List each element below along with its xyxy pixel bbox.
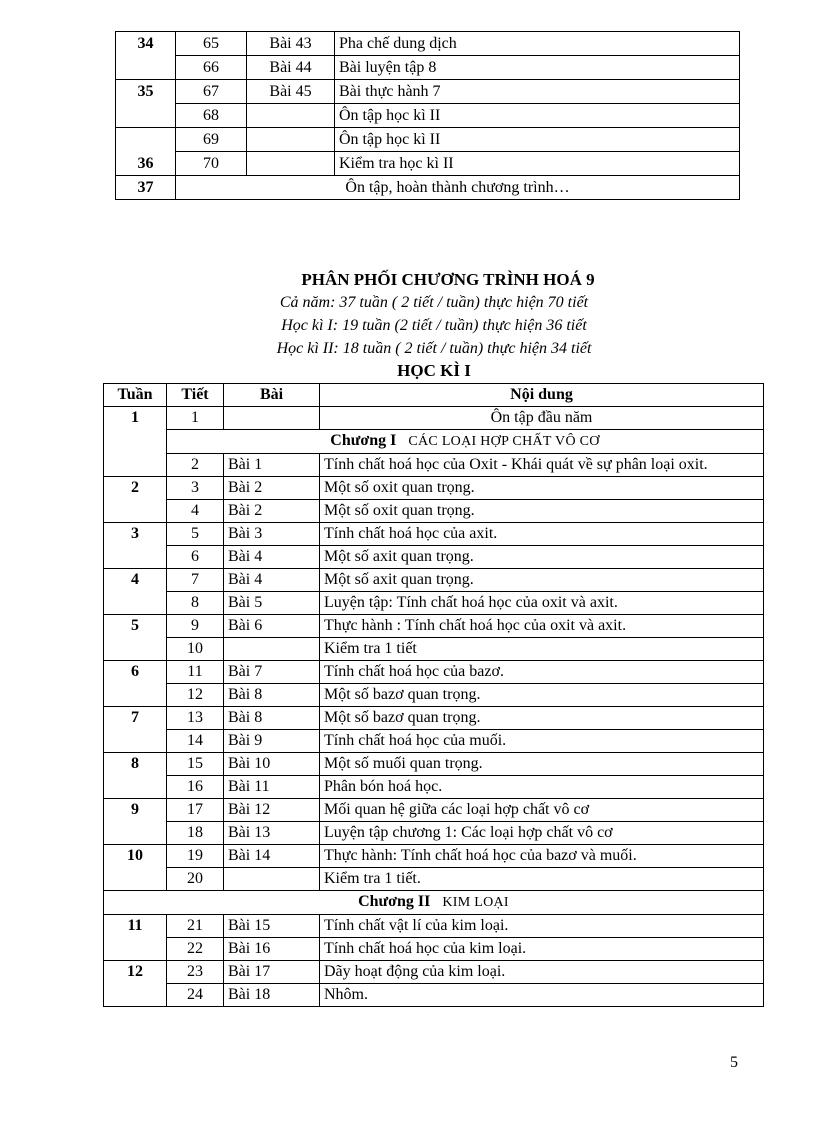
- content-cell: Ôn tập học kì II: [335, 128, 740, 152]
- lesson-cell: Bài 18: [224, 984, 320, 1007]
- header-content: Nội dung: [320, 384, 764, 407]
- content-cell: Tính chất hoá học của muối.: [320, 730, 764, 753]
- header-period: Tiết: [167, 384, 224, 407]
- lesson-cell: Bài 6: [224, 615, 320, 638]
- table-row: [104, 868, 764, 891]
- table-row: [104, 638, 764, 661]
- period-cell: 16: [167, 776, 224, 799]
- period-cell: 70: [176, 152, 247, 176]
- content-cell: Tính chất vật lí của kim loại.: [320, 915, 764, 938]
- content-cell: Kiểm tra học kì II: [335, 152, 740, 176]
- week-cell: 10: [104, 845, 167, 891]
- week-cell: 35: [116, 80, 176, 128]
- table-row: [116, 56, 740, 80]
- content-cell: Tính chất hoá học của axit.: [320, 523, 764, 546]
- week-cell: 2: [104, 477, 167, 523]
- content-cell: Nhôm.: [320, 984, 764, 1007]
- period-cell: 67: [176, 80, 247, 104]
- page-number: 5: [730, 1054, 738, 1071]
- period-cell: 23: [167, 961, 224, 984]
- content-cell: Một số oxit quan trọng.: [320, 500, 764, 523]
- lesson-cell: Bài 15: [224, 915, 320, 938]
- content-cell: Pha chế dung dịch: [335, 32, 740, 56]
- period-cell: 18: [167, 822, 224, 845]
- lesson-cell: [247, 128, 335, 152]
- lesson-cell: [247, 104, 335, 128]
- table-header-row: [104, 384, 764, 407]
- period-cell: 17: [167, 799, 224, 822]
- week-cell: 4: [104, 569, 167, 615]
- table-row: [116, 32, 740, 56]
- lesson-cell: [224, 868, 320, 891]
- content-cell: Một số bazơ quan trọng.: [320, 707, 764, 730]
- schedule-table: [103, 383, 764, 1007]
- chapter-row: [104, 430, 764, 454]
- period-cell: 8: [167, 592, 224, 615]
- lesson-cell: Bài 11: [224, 776, 320, 799]
- period-cell: 10: [167, 638, 224, 661]
- lesson-cell: Bài 13: [224, 822, 320, 845]
- period-cell: 65: [176, 32, 247, 56]
- lesson-cell: Bài 16: [224, 938, 320, 961]
- week-cell: 1: [104, 407, 167, 477]
- lesson-cell: Bài 8: [224, 707, 320, 730]
- week-cell: 36: [116, 128, 176, 176]
- week-cell: 3: [104, 523, 167, 569]
- week-cell: 5: [104, 615, 167, 661]
- lesson-cell: Bài 2: [224, 477, 320, 500]
- content-cell: Bài luyện tập 8: [335, 56, 740, 80]
- period-cell: 3: [167, 477, 224, 500]
- header-week: Tuần: [104, 384, 167, 407]
- lesson-cell: [224, 638, 320, 661]
- lesson-cell: Bài 5: [224, 592, 320, 615]
- week-cell: 12: [104, 961, 167, 1007]
- chapter-1-rows: [104, 477, 764, 891]
- content-cell: Tính chất hoá học của kim loại.: [320, 938, 764, 961]
- table-row: [104, 477, 764, 500]
- summary-line-semester-2: Học kì II: 18 tuần ( 2 tiết / tuần) thực hiện 34 tiết: [276, 340, 592, 357]
- content-cell: Kiểm tra 1 tiết.: [320, 868, 764, 891]
- chapter-row: [104, 891, 764, 915]
- period-cell: 15: [167, 753, 224, 776]
- table-row: [104, 569, 764, 592]
- table-row: [104, 661, 764, 684]
- week-cell: 11: [104, 915, 167, 961]
- period-cell: 19: [167, 845, 224, 868]
- lesson-cell: Bài 14: [224, 845, 320, 868]
- table-row: [116, 104, 740, 128]
- table-row: [104, 523, 764, 546]
- period-cell: 11: [167, 661, 224, 684]
- chapter-label: Chương II: [358, 893, 431, 910]
- content-cell: Một số muối quan trọng.: [320, 753, 764, 776]
- content-cell: Kiểm tra 1 tiết: [320, 638, 764, 661]
- content-cell: Mối quan hệ giữa các loại hợp chất vô cơ: [320, 799, 764, 822]
- chapter-2-rows: [104, 915, 764, 1007]
- chapter-heading: [167, 430, 764, 454]
- period-cell: 69: [176, 128, 247, 152]
- lesson-cell: Bài 17: [224, 961, 320, 984]
- week-cell: 37: [116, 176, 176, 200]
- lesson-cell: Bài 7: [224, 661, 320, 684]
- period-cell: 9: [167, 615, 224, 638]
- period-cell: 21: [167, 915, 224, 938]
- table-row: [104, 454, 764, 477]
- lesson-cell: Bài 4: [224, 569, 320, 592]
- table-row: [104, 684, 764, 707]
- lesson-cell: Bài 12: [224, 799, 320, 822]
- table-row: [116, 80, 740, 104]
- content-cell: Thực hành: Tính chất hoá học của bazơ và muối.: [320, 845, 764, 868]
- table-row: [104, 776, 764, 799]
- header-lesson: Bài: [224, 384, 320, 407]
- lesson-cell: Bài 8: [224, 684, 320, 707]
- lesson-cell: Bài 44: [247, 56, 335, 80]
- period-cell: 13: [167, 707, 224, 730]
- content-cell: Phân bón hoá học.: [320, 776, 764, 799]
- table-row: [104, 845, 764, 868]
- table-row: [104, 707, 764, 730]
- week-cell: 9: [104, 799, 167, 845]
- period-cell: 14: [167, 730, 224, 753]
- period-cell: 6: [167, 546, 224, 569]
- content-cell: Tính chất hoá học của Oxit - Khái quát về sự phân loại oxit.: [320, 454, 764, 477]
- table-row: [116, 128, 740, 152]
- period-cell: 5: [167, 523, 224, 546]
- period-cell: 68: [176, 104, 247, 128]
- lesson-cell: Bài 43: [247, 32, 335, 56]
- period-cell: 20: [167, 868, 224, 891]
- table-row: [104, 730, 764, 753]
- table-row: [104, 822, 764, 845]
- lesson-cell: Bài 3: [224, 523, 320, 546]
- chapter-title: KIM LOẠI: [442, 895, 509, 910]
- week-cell: 8: [104, 753, 167, 799]
- table-row: [104, 984, 764, 1007]
- previous-schedule-table: [115, 31, 740, 200]
- week-cell: 7: [104, 707, 167, 753]
- lesson-cell: Bài 1: [224, 454, 320, 477]
- content-cell: Ôn tập học kì II: [335, 104, 740, 128]
- content-cell: Ôn tập, hoàn thành chương trình…: [176, 176, 740, 200]
- content-cell: Tính chất hoá học của bazơ.: [320, 661, 764, 684]
- table-row: [104, 961, 764, 984]
- content-cell: Luyện tập chương 1: Các loại hợp chất vô cơ: [320, 822, 764, 845]
- period-cell: 4: [167, 500, 224, 523]
- lesson-cell: Bài 2: [224, 500, 320, 523]
- table-row: [104, 546, 764, 569]
- summary-line-semester-1: Học kì I: 19 tuần (2 tiết / tuần) thực hiện 36 tiết: [281, 317, 587, 334]
- content-cell: Một số axit quan trọng.: [320, 546, 764, 569]
- lesson-cell: [247, 152, 335, 176]
- period-cell: 12: [167, 684, 224, 707]
- week-cell: 34: [116, 32, 176, 80]
- page-title: PHÂN PHỐI CHƯƠNG TRÌNH HOÁ 9: [301, 270, 595, 289]
- lesson-cell: Bài 4: [224, 546, 320, 569]
- content-cell: Một số axit quan trọng.: [320, 569, 764, 592]
- period-cell: 2: [167, 454, 224, 477]
- table-row: [116, 152, 740, 176]
- content-cell: Thực hành : Tính chất hoá học của oxit và axit.: [320, 615, 764, 638]
- period-cell: 24: [167, 984, 224, 1007]
- table-row: [104, 915, 764, 938]
- summary-line-year: Cả năm: 37 tuần ( 2 tiết / tuần) thực hiện 70 tiết: [279, 294, 589, 311]
- week-cell: 6: [104, 661, 167, 707]
- content-cell: Luyện tập: Tính chất hoá học của oxit và axit.: [320, 592, 764, 615]
- chapter-heading: [104, 891, 764, 915]
- table-row: [104, 592, 764, 615]
- period-cell: 1: [167, 407, 224, 430]
- table-row: [116, 176, 740, 200]
- semester-heading: HỌC KÌ I: [397, 361, 471, 380]
- chapter-title: CÁC LOẠI HỢP CHẤT VÔ CƠ: [408, 434, 600, 449]
- table-row: [104, 615, 764, 638]
- content-cell: Bài thực hành 7: [335, 80, 740, 104]
- lesson-cell: Bài 10: [224, 753, 320, 776]
- content-cell: Dãy hoạt động của kim loại.: [320, 961, 764, 984]
- lesson-cell: Bài 9: [224, 730, 320, 753]
- period-cell: 7: [167, 569, 224, 592]
- chapter-label: Chương I: [330, 432, 397, 449]
- table-row: [104, 500, 764, 523]
- table-row: [104, 938, 764, 961]
- heading-block: [0, 268, 816, 382]
- period-cell: 22: [167, 938, 224, 961]
- table-row: [104, 753, 764, 776]
- lesson-cell: Bài 45: [247, 80, 335, 104]
- table-row: [104, 799, 764, 822]
- content-cell: Một số oxit quan trọng.: [320, 477, 764, 500]
- lesson-cell: [224, 407, 320, 430]
- table-row: [104, 407, 764, 430]
- content-cell: Ôn tập đầu năm: [320, 407, 764, 430]
- period-cell: 66: [176, 56, 247, 80]
- content-cell: Một số bazơ quan trọng.: [320, 684, 764, 707]
